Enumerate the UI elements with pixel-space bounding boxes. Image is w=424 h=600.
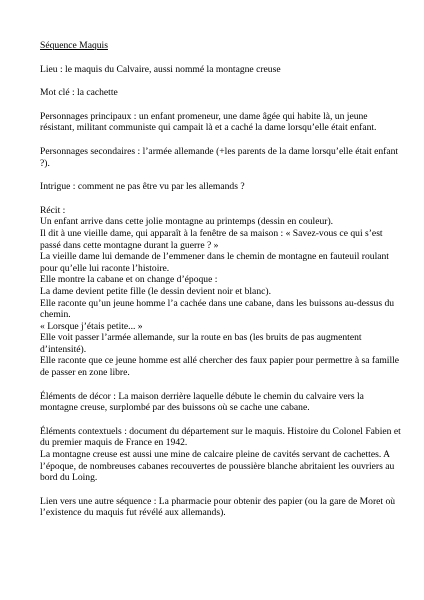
recit-line: Un enfant arrive dans cette jolie montagne au printemps (dessin en couleur).: [40, 216, 334, 228]
elements-contextuels-section: [40, 426, 402, 484]
elements-decor-paragraph: Éléments de décor : La maison derrière laquelle débute le chemin du calvaire vers la montagne creuse, surplombé par des buissons où se cache une cabane.: [40, 390, 364, 414]
recit-line: La vieille dame lui demande de l’emmener dans le chemin de montagne en fauteuil roulant pour qu’elle lui raconte l’histoire.: [40, 251, 392, 274]
recit-line: « Lorsque j’étais petite... »: [40, 320, 143, 332]
recit-line: Elle voit passer l’armée allemande, sur la route en bas (les bruits de pas augmentent d’intensité).: [40, 332, 364, 355]
intrigue-paragraph: Intrigue : comment ne pas être vu par les allemands ?: [40, 181, 245, 193]
mot-cle-paragraph: Mot clé : la cachette: [40, 87, 118, 99]
personnages-secondaires-paragraph: Personnages secondaires : l’armée allemande (+les parents de la dame lorsqu’elle était enfant ?).: [40, 145, 399, 169]
document-title: Séquence Maquis: [40, 40, 108, 51]
elements-contextuels-line: Éléments contextuels : document du département sur le maquis. Histoire du Colonel Fabien et du premier maquis de France en 1942.: [40, 425, 404, 449]
lieu-paragraph: Lieu : le maquis du Calvaire, aussi nommé la montagne creuse: [40, 63, 281, 75]
elements-contextuels-line: La montagne creuse est aussi une mine de calcaire pleine de cavités servant de cachettes. A l’époque, de nombreuses cabanes recouvertes de poussière blanche abritaient les ouvriers au bord du Loing.: [40, 449, 397, 484]
recit-line: Elle raconte qu’un jeune homme l’a cachée dans une cabane, dans les buissons au-dessus du chemin.: [40, 297, 397, 321]
lien-paragraph: Lien vers une autre séquence : La pharmacie pour obtenir des papier (ou la gare de Moret où l’existence du maquis fut révélé aux allemands).: [40, 495, 396, 519]
recit-line: Elle raconte que ce jeune homme est allé chercher des faux papier pour permettre à sa famille de passer en zone libre.: [40, 355, 402, 379]
recit-section: [40, 205, 402, 379]
recit-line: La dame devient petite fille (le dessin devient noir et blanc).: [40, 285, 271, 297]
personnages-principaux-paragraph: Personnages principaux : un enfant promeneur, une dame âgée qui habite là, un jeune résistant, militant communiste qui campait là et a caché la dame lorsqu’elle était enfant.: [40, 110, 377, 134]
recit-line: Elle montre la cabane et on change d’époque :: [40, 274, 218, 286]
recit-line: Il dit à une vieille dame, qui apparaît à la fenêtre de sa maison : « Savez-vous ce qui s’est passé dans cette montagne durant la guerre ? »: [40, 227, 385, 251]
recit-heading: Récit :: [40, 204, 66, 216]
